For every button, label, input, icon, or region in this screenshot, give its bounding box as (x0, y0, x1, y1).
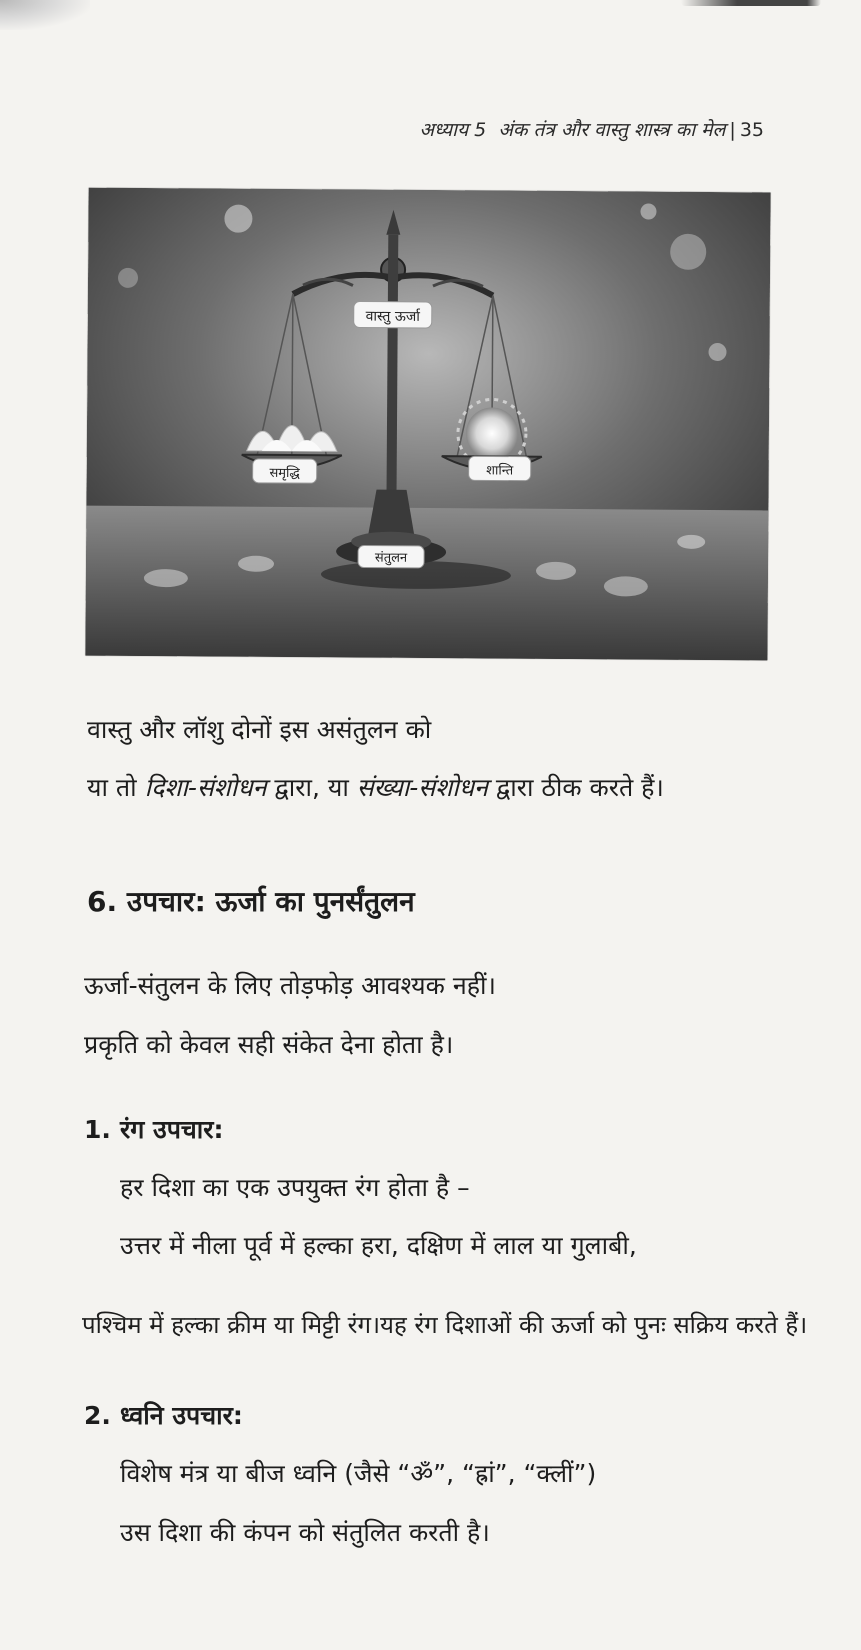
section-heading: 6. उपचार: ऊर्जा का पुनर्संतुलन (87, 885, 415, 918)
para1-line2-a: या तो (87, 773, 145, 802)
para1-line2 (87, 770, 664, 804)
intro-line1: ऊर्जा-संतुलन के लिए तोड़फोड़ आवश्यक नहीं। (84, 971, 496, 1000)
svg-text:संतुलन: संतुलन (374, 550, 408, 566)
item1-heading (84, 1112, 223, 1146)
running-head (0, 116, 764, 142)
term-sankhya-sanshodhan: संख्या-संशोधन (356, 773, 488, 802)
para1-line2-b: द्वारा, या (266, 773, 357, 802)
label-vastu-urja (354, 301, 432, 328)
item2-line2: उस दिशा की कंपन को संतुलित करती है। (120, 1518, 490, 1547)
item1-line3: पश्चिम में हल्का क्रीम या मिट्टी रंग।यह रंग दिशाओं की ऊर्जा को पुनः सक्रिय करते हैं। (82, 1311, 808, 1339)
page-corner-shadow (0, 0, 90, 30)
item1-title: रंग उपचार: (120, 1115, 224, 1144)
item1-line2: उत्तर में नीला पूर्व में हल्का हरा, दक्षिण में लाल या गुलाबी, (120, 1231, 637, 1260)
label-santulan (358, 546, 424, 568)
item2-title: ध्वनि उपचार: (120, 1401, 243, 1430)
page-edge-mark (681, 0, 821, 6)
intro-line2: प्रकृति को केवल सही संकेत देना होता है। (84, 1030, 454, 1059)
balance-scale-svg (85, 188, 770, 661)
page-number: 35 (739, 119, 764, 141)
item2-number: 2. (84, 1401, 111, 1430)
svg-text:वास्तु ऊर्जा: वास्तु ऊर्जा (365, 308, 420, 325)
item1-number: 1. (84, 1115, 111, 1144)
svg-text:समृद्धि: समृद्धि (269, 465, 300, 482)
term-disha-sanshodhan: दिशा-संशोधन (144, 773, 267, 802)
label-samriddhi (253, 459, 317, 483)
head-separator: | (729, 119, 736, 141)
item2-line1: विशेष मंत्र या बीज ध्वनि (जैसे “ॐ”, “ह्रां”, “क्लीं”) (120, 1459, 597, 1488)
balance-scale-illustration (85, 188, 770, 661)
para1-line2-c: द्वारा ठीक करते हैं। (487, 773, 664, 802)
label-shanti (469, 456, 531, 480)
svg-text:शान्ति: शान्ति (486, 463, 514, 479)
chapter-title: अंक तंत्र और वास्तु शास्त्र का मेल (498, 119, 726, 141)
chapter-label: अध्याय 5 (419, 119, 487, 141)
para1-line1: वास्तु और लॉशु दोनों इस असंतुलन को (87, 715, 432, 744)
item1-line1: हर दिशा का एक उपयुक्त रंग होता है – (120, 1173, 470, 1202)
item2-heading (84, 1398, 243, 1432)
